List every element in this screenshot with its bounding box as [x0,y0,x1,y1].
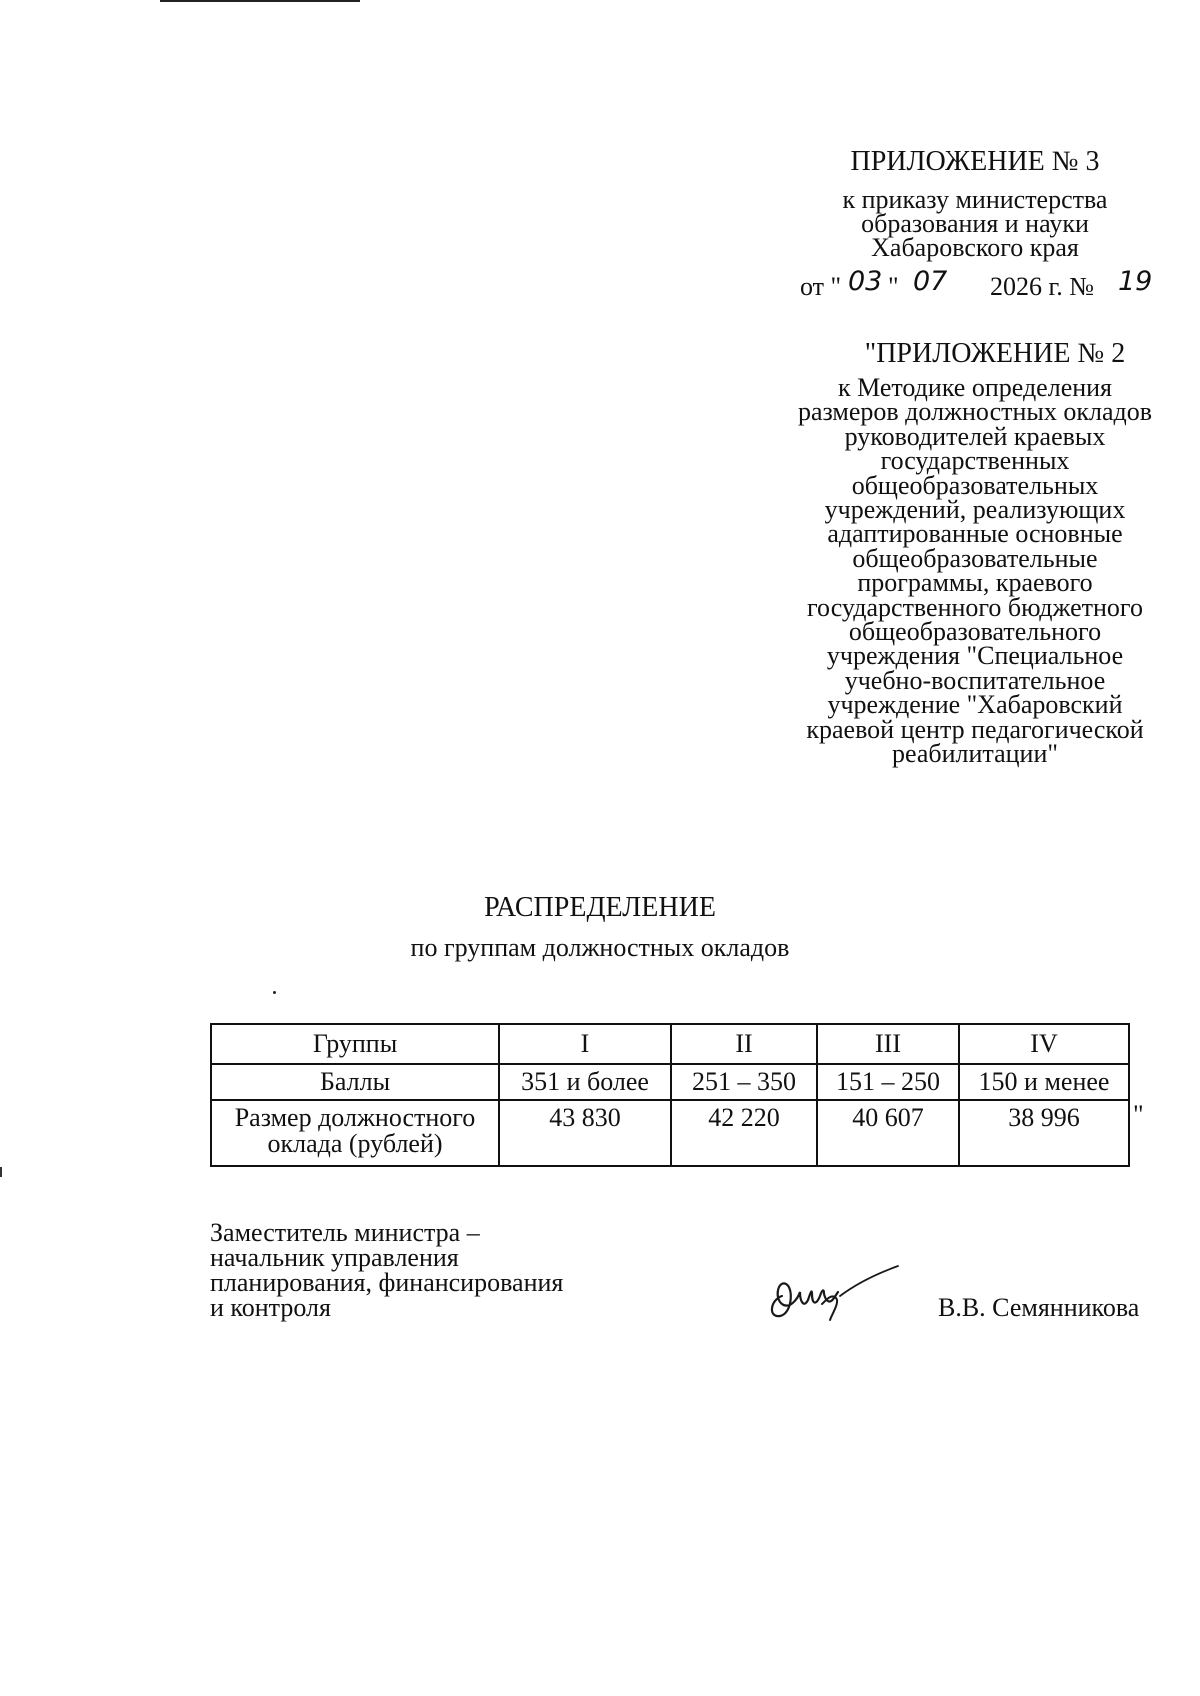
scan-artifact-left [0,1167,2,1177]
methodology-line: государственных [880,446,1070,476]
order-month-handwritten: 07 [913,266,948,297]
table-header-cell: I [499,1024,671,1064]
appendix3-line: образования и науки [861,209,1089,238]
methodology-line: к Методике определения [837,373,1113,402]
table-header-cell: IV [959,1024,1129,1064]
signatory-position [210,1220,630,1320]
methodology-text [755,373,1195,769]
order-prefix: от " [800,272,842,301]
table-header-cell: III [817,1024,959,1064]
methodology-line: учебно-воспитательное [844,665,1106,695]
methodology-line: общеобразовательные [852,543,1098,573]
methodology-line: размеров должностных окладов [797,397,1153,427]
table-cell: 150 и менее [959,1064,1129,1100]
document-heading: РАСПРЕДЕЛЕНИЕ [484,892,716,923]
methodology-line: общеобразовательного [848,617,1102,647]
table-row [211,1064,1129,1100]
table-cell: 43 830 [499,1100,671,1166]
methodology-line: программы, краевого [857,568,1093,598]
table-cell: Баллы [211,1064,499,1100]
salary-label-line: оклада (рублей) [267,1129,443,1158]
appendix3-title: ПРИЛОЖЕНИЕ № 3 [850,146,1100,177]
methodology-line: руководителей краевых [844,421,1106,451]
salary-groups-table [210,1023,1130,1167]
handwritten-signature [760,1258,900,1328]
table-cell: 351 и более [499,1064,671,1100]
methodology-line: учреждения "Специальное [826,641,1124,671]
signatory-position-line: начальник управления [210,1243,459,1272]
signatory-name: В.В. Семянникова [938,1293,1140,1322]
appendix3-line: к приказу министерства [842,185,1108,214]
table-header-cell: II [671,1024,817,1064]
table-header-cell: Группы [211,1024,499,1064]
order-number-handwritten: 19 [1118,266,1153,297]
table-cell [211,1100,499,1166]
order-date-line [800,266,1180,308]
table-cell: 151 – 250 [817,1064,959,1100]
table-cell: 38 996 [959,1100,1129,1166]
methodology-line: общеобразовательных [851,470,1099,500]
order-day-handwritten: 03 [848,266,883,297]
table-cell: 251 – 350 [671,1064,817,1100]
signatory-position-line: планирования, финансирования [210,1268,564,1297]
document-subheading: по группам должностных окладов [410,933,790,962]
appendix2-title: "ПРИЛОЖЕНИЕ № 2 [864,338,1126,369]
table-cell: 42 220 [671,1100,817,1166]
order-quote: " [888,272,899,301]
scan-artifact-dot [273,991,276,994]
methodology-line: учреждений, реализующих [824,495,1126,525]
table-cell: 40 607 [817,1100,959,1166]
methodology-line: государственного бюджетного [807,592,1143,622]
appendix3-lines [755,185,1195,262]
table-row [211,1024,1129,1064]
closing-quote: " [1133,1100,1144,1129]
order-year: 2026 г. № [990,272,1095,301]
signatory-position-line: Заместитель министра – [210,1218,480,1247]
signatory-position-line: и контроля [210,1293,331,1322]
methodology-line: реабилитации" [891,739,1058,769]
salary-label-line: Размер должностного [234,1103,476,1132]
methodology-line: краевой центр педагогической [806,714,1144,744]
appendix3-line: Хабаровского края [871,233,1079,262]
methodology-line: учреждение "Хабаровский [827,690,1123,720]
methodology-line: адаптированные основные [827,519,1123,549]
table-row [211,1100,1129,1166]
scan-artifact-top [160,0,360,2]
